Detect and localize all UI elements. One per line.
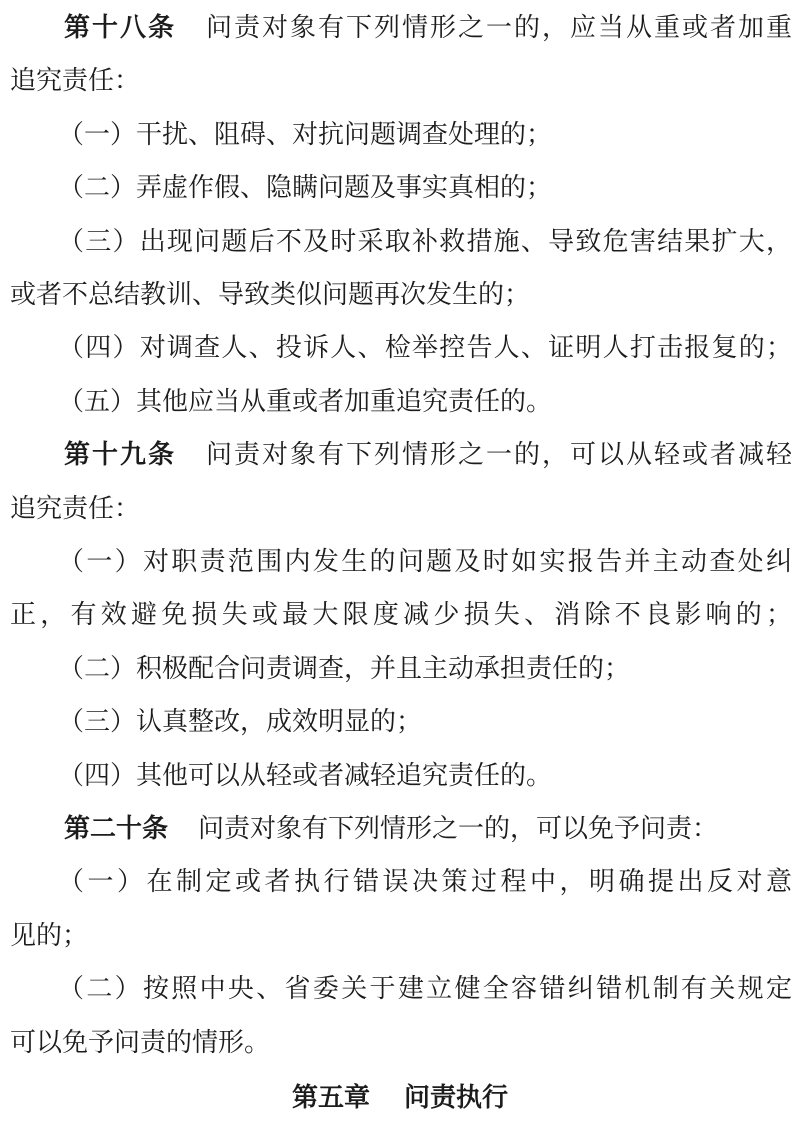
- article-line: [0, 429, 800, 481]
- line-text: （二）按照中央、省委关于建立健全容错纠错机制有关规定: [58, 974, 792, 1005]
- body-line: [0, 109, 800, 161]
- chapter-heading: [0, 1072, 800, 1124]
- line-text: （二）积极配合问责调查，并且主动承担责任的；: [58, 653, 631, 684]
- article-line: [0, 2, 800, 54]
- line-text: 问责对象有下列情形之一的，可以免予问责：: [198, 814, 719, 844]
- line-text: （四）其他可以从轻或者减轻追究责任的。: [58, 760, 553, 791]
- body-line: [0, 856, 800, 908]
- chapter-number: 第五章: [291, 1083, 370, 1113]
- line-text: 追究责任：: [10, 66, 141, 97]
- line-text: 问责对象有下列情形之一的，应当从重或者加重: [206, 13, 792, 43]
- line-text: 或者不总结教训、导致类似问题再次发生的；: [10, 280, 531, 310]
- body-line: [0, 696, 800, 748]
- body-line: [0, 269, 800, 321]
- body-line: [0, 322, 800, 374]
- line-text: （四）对调查人、投诉人、检举控告人、证明人打击报复的；: [58, 333, 792, 364]
- body-line: [0, 55, 800, 107]
- body-line: [0, 1017, 800, 1069]
- body-line: [0, 963, 800, 1015]
- body-line: [0, 643, 800, 695]
- line-text: 问责对象有下列情形之一的，可以从轻或者减轻: [206, 440, 792, 471]
- body-line: [0, 536, 800, 588]
- article-number: 第十九条: [64, 440, 176, 471]
- body-line: [0, 162, 800, 214]
- body-line: [0, 376, 800, 428]
- body-line: [0, 216, 800, 268]
- body-line: [0, 483, 800, 535]
- line-text: （五）其他应当从重或者加重追究责任的。: [58, 386, 553, 417]
- article-number: 第十八条: [64, 13, 176, 43]
- line-text: （三）出现问题后不及时采取补救措施、导致危害结果扩大，: [58, 226, 792, 257]
- chapter-title: 问责执行: [404, 1083, 509, 1113]
- line-text: （二）弄虚作假、隐瞒问题及事实真相的；: [58, 173, 553, 204]
- line-text: 见的；: [10, 920, 89, 951]
- line-text: （三）认真整改，成效明显的；: [58, 707, 423, 738]
- body-line: [0, 589, 800, 641]
- line-text: （一）干扰、阻碍、对抗问题调查处理的；: [58, 119, 553, 150]
- article-number: 第二十条: [64, 814, 169, 844]
- line-text: （一）在制定或者执行错误决策过程中，明确提出反对意: [58, 867, 792, 898]
- line-text: 追究责任：: [10, 493, 141, 524]
- article-line: [0, 803, 800, 855]
- body-line: [0, 910, 800, 962]
- line-text: （一）对职责范围内发生的问题及时如实报告并主动查处纠: [58, 547, 792, 577]
- line-text: 可以免予问责的情形。: [10, 1027, 271, 1058]
- line-text: 正，有效避免损失或最大限度减少损失、消除不良影响的；: [10, 600, 792, 631]
- body-line: [0, 750, 800, 802]
